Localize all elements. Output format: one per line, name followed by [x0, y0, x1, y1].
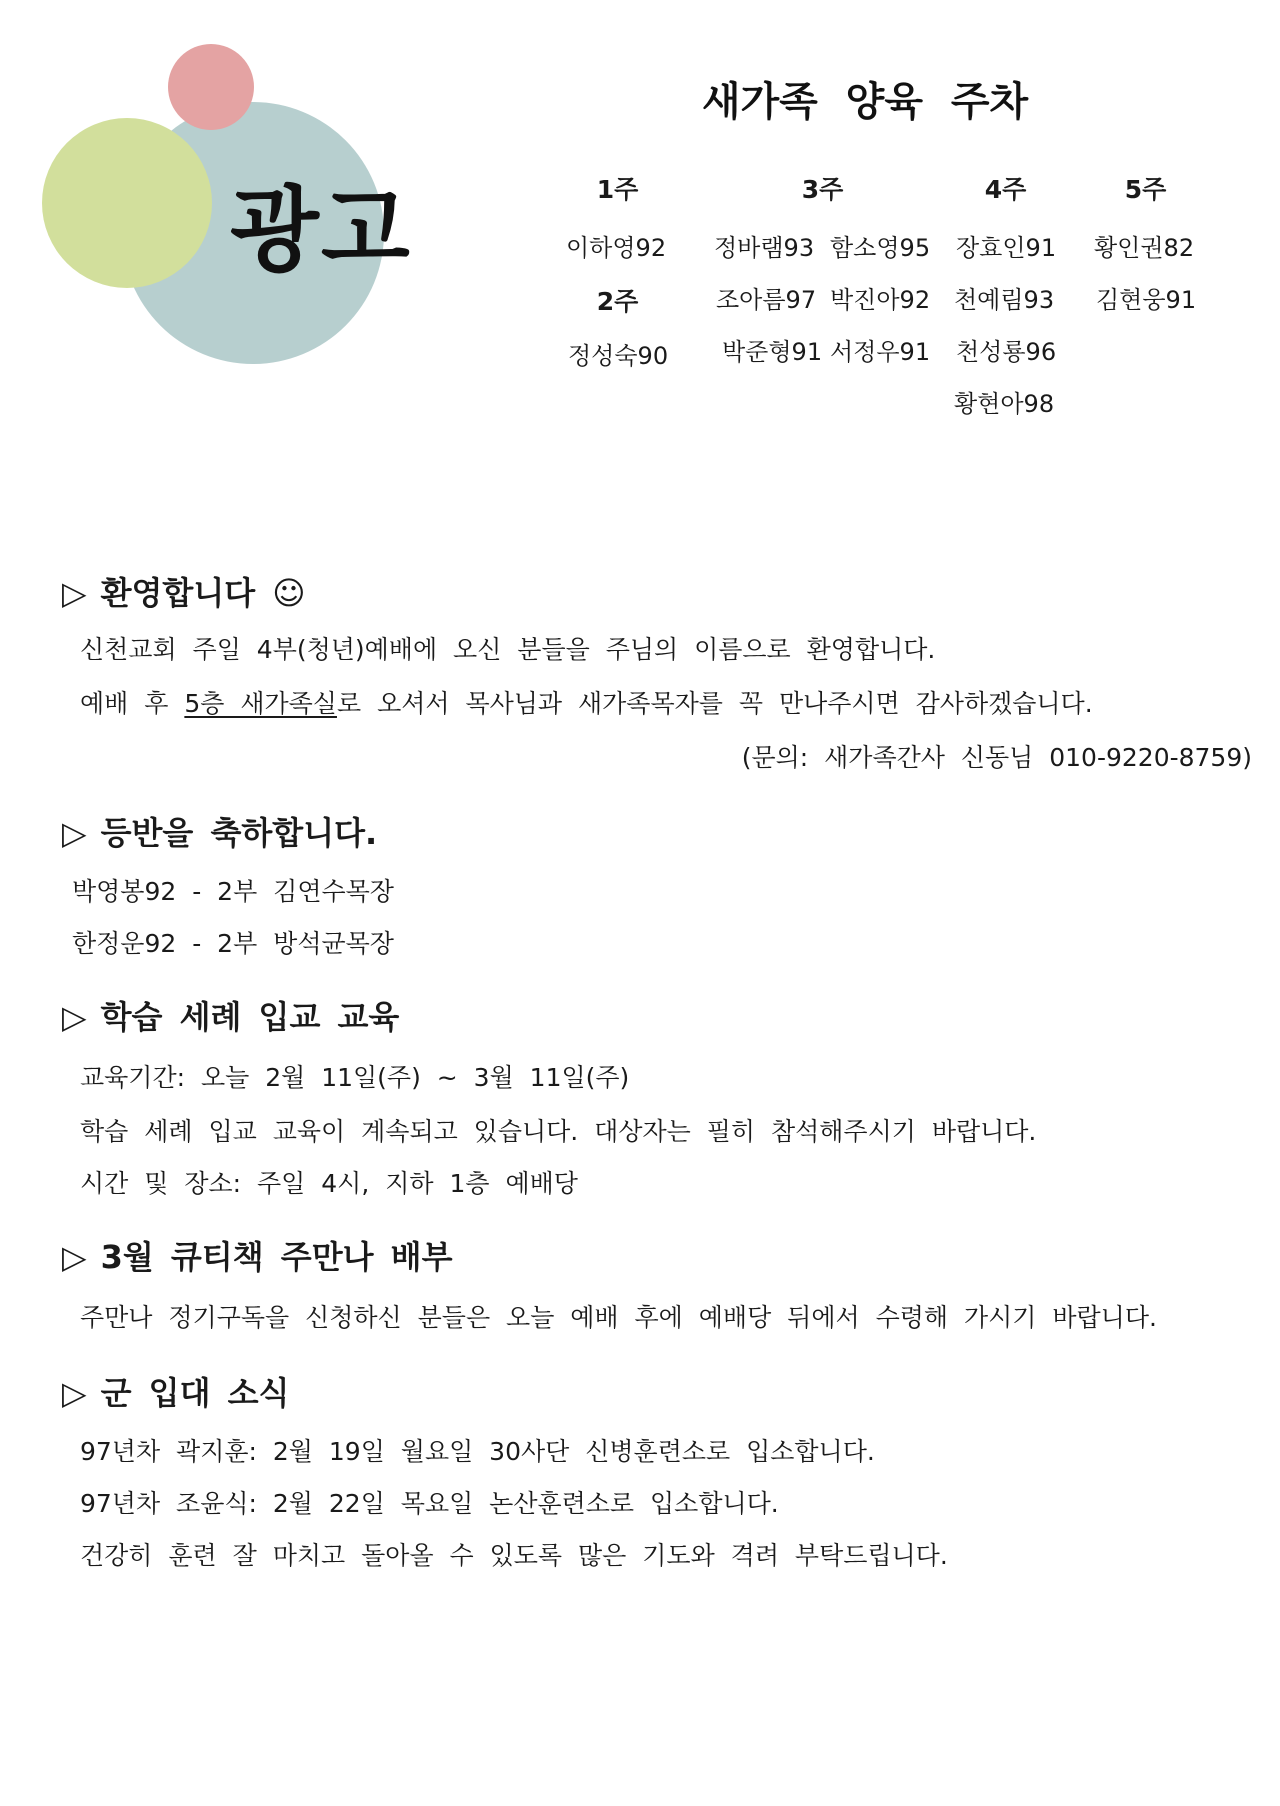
- welcome-contact: (문의: 새가족간사 신동님 010-9220-8759): [741, 743, 1252, 772]
- welcome-text: 예배 후: [80, 689, 185, 718]
- baptism-line: 시간 및 장소: 주일 4시, 지하 1층 예배당: [80, 1169, 578, 1198]
- section-military-heading: [62, 1368, 289, 1414]
- promotion-line: 한정운92 - 2부 방석균목장: [72, 929, 394, 958]
- promotion-line: 박영봉92 - 2부 김연수목장: [72, 877, 394, 906]
- triangle-marker-icon: ▷: [62, 1374, 87, 1412]
- section-title: 학습 세례 입교 교육: [100, 998, 400, 1036]
- green-circle: [42, 118, 212, 288]
- section-title: 3월 큐티책 주만나 배부: [100, 1238, 453, 1276]
- week4-label: 4주: [984, 175, 1027, 204]
- welcome-text: 로 오셔서 목사님과 새가족목자를 꼭 만나주시면 감사하겠습니다.: [336, 689, 1093, 718]
- week3-name: 조아름97: [716, 286, 817, 314]
- section-baptism-heading: [62, 992, 399, 1038]
- triangle-marker-icon: ▷: [62, 1238, 87, 1276]
- section-promotion-heading: [62, 808, 377, 854]
- week1-name: 이하영92: [566, 234, 667, 262]
- week3-name: 함소영95: [830, 234, 931, 262]
- military-line: 97년차 곽지훈: 2월 19일 월요일 30사단 신병훈련소로 입소합니다.: [80, 1437, 875, 1466]
- week2-label: 2주: [596, 287, 639, 316]
- section-qt-heading: [62, 1232, 453, 1278]
- week3-name: 서정우91: [830, 338, 931, 366]
- week3-name: 박진아92: [830, 286, 931, 314]
- ad-badge: [0, 0, 450, 400]
- week4-name: 장효인91: [956, 234, 1057, 262]
- week2-name: 정성숙90: [568, 342, 669, 370]
- military-line: 97년차 조윤식: 2월 22일 목요일 논산훈련소로 입소합니다.: [80, 1489, 779, 1518]
- week1-label: 1주: [596, 175, 639, 204]
- welcome-line: 신천교회 주일 4부(청년)예배에 오신 분들을 주님의 이름으로 환영합니다.: [80, 635, 936, 664]
- welcome-room-underline: 5층 새가족실: [184, 689, 337, 718]
- baptism-line: 교육기간: 오늘 2월 11일(주) ~ 3월 11일(주): [80, 1063, 630, 1092]
- week3-name: 정바램93: [714, 234, 815, 262]
- new-family-title: 새가족 양육 주차: [701, 79, 1029, 125]
- section-title: 등반을 축하합니다.: [100, 814, 378, 852]
- week3-name: 박준형91: [722, 338, 823, 366]
- section-welcome-heading: [62, 568, 306, 614]
- section-title: 환영합니다 ☺: [100, 574, 306, 612]
- military-line: 건강히 훈련 잘 마치고 돌아올 수 있도록 많은 기도와 격려 부탁드립니다.: [80, 1541, 948, 1570]
- week4-name: 천성룡96: [956, 338, 1057, 366]
- week4-name: 천예림93: [954, 286, 1055, 314]
- week5-name: 김현웅91: [1096, 286, 1197, 314]
- triangle-marker-icon: ▷: [62, 814, 87, 852]
- pink-circle: [168, 44, 254, 130]
- section-title: 군 입대 소식: [100, 1374, 290, 1412]
- week5-name: 황인권82: [1094, 234, 1195, 262]
- baptism-line: 학습 세례 입교 교육이 계속되고 있습니다. 대상자는 필히 참석해주시기 바랍니다.: [80, 1117, 1037, 1146]
- qt-line: 주만나 정기구독을 신청하신 분들은 오늘 예배 후에 예배당 뒤에서 수령해 가시기 바랍니다.: [80, 1303, 1157, 1332]
- week3-label: 3주: [801, 175, 844, 204]
- triangle-marker-icon: ▷: [62, 998, 87, 1036]
- week5-label: 5주: [1124, 175, 1167, 204]
- ad-title: 광고: [230, 177, 412, 284]
- triangle-marker-icon: ▷: [62, 574, 87, 612]
- welcome-line: [80, 684, 1093, 720]
- week4-name: 황현아98: [954, 390, 1055, 418]
